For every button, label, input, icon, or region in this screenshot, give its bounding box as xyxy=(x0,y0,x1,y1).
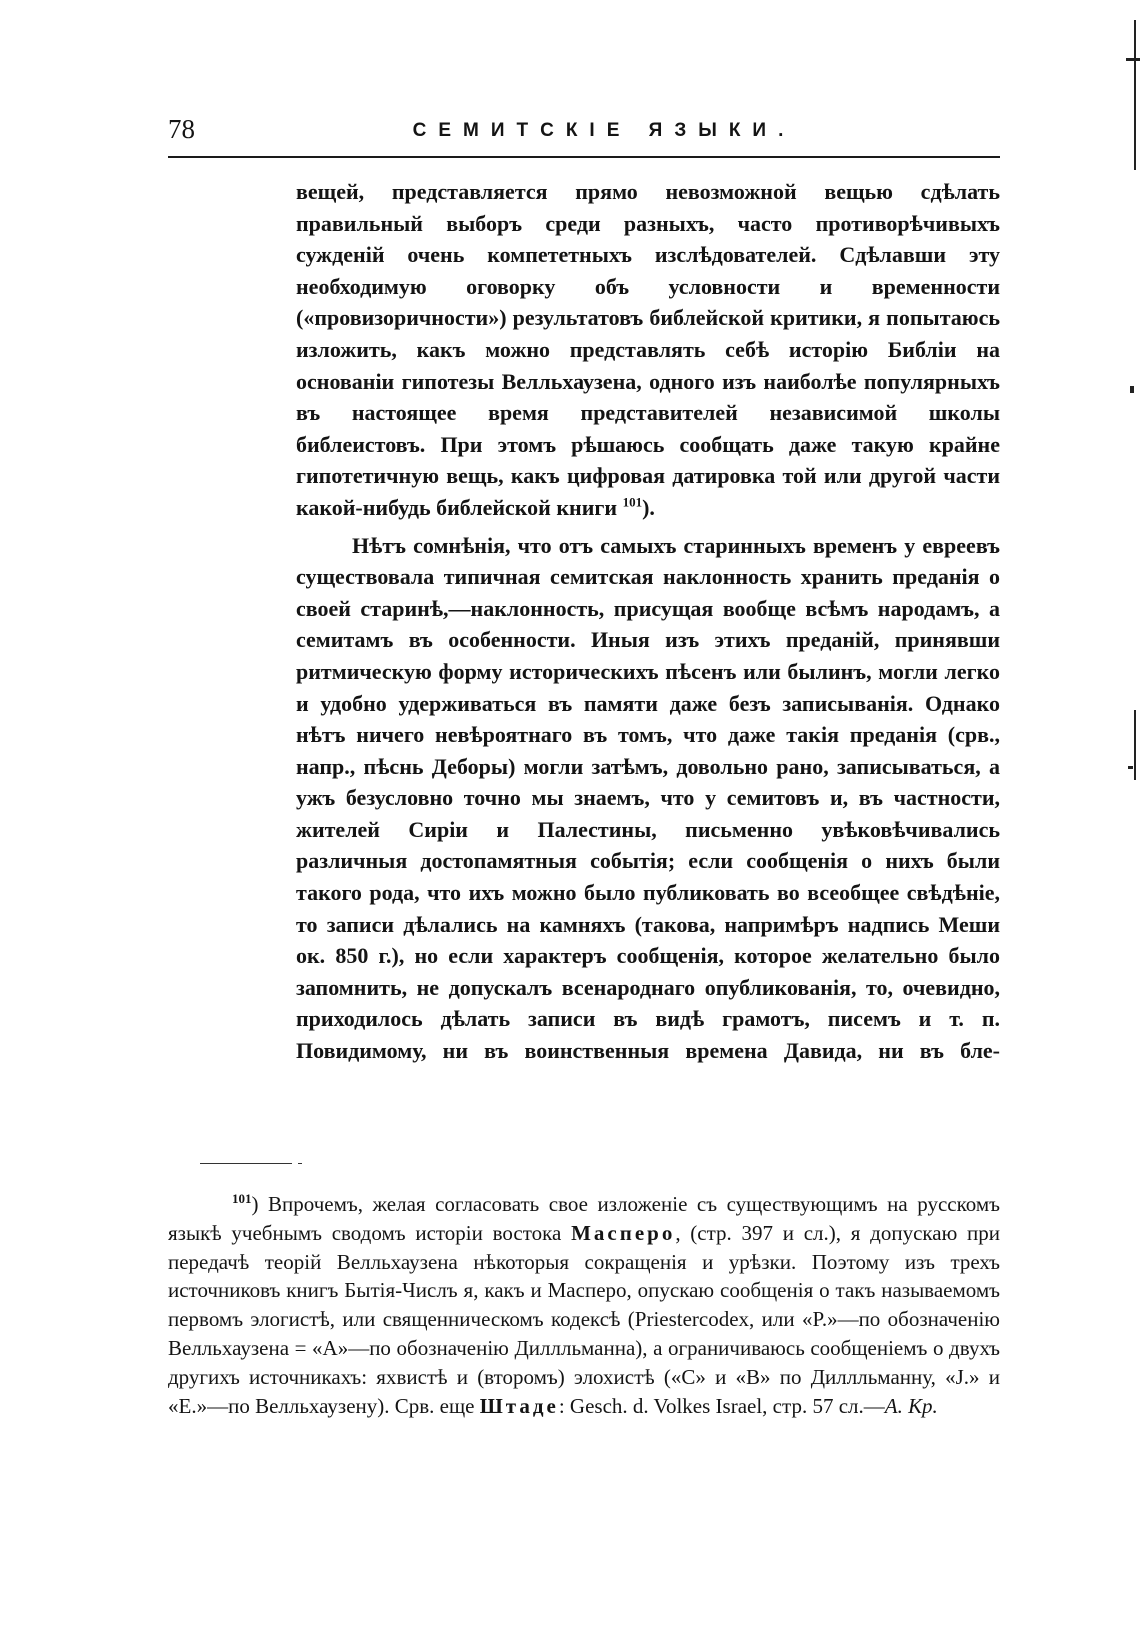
footnote-separator xyxy=(200,1163,292,1164)
footnote-reference: 101 xyxy=(622,494,643,510)
scan-artifact-mid-dot xyxy=(1130,386,1134,393)
footnote-text-1: ) Впрочемъ, желая согласовать свое изложеніе съ существующимъ на русскомъ языкѣ учебнымъ сводомъ исторіи востока xyxy=(168,1192,1000,1245)
footnote-text-2: , (стр. 397 и сл.), я допускаю при передачѣ теорій Велльхаузена нѣкоторыя сокращенія и урѣзки. Поэтому изъ трехъ источниковъ книгъ Бытія-Числъ я, какъ и Масперо, опускаю сообщенія о такъ называемомъ первомъ элогистѣ, или священническомъ кодексѣ (Priestercodex, или «P.»—по обозначенію Велльхаузена = «A»—по обозначенію Диллльманна), а ограничиваюсь сообщеніемъ о двухъ другихъ источникахъ: яхвистѣ и (второмъ) элохистѣ («C» и «B» по Диллльманну, «J.» и «E.»—по Велльхаузену). Срв. еще xyxy=(168,1220,1001,1418)
header-rule xyxy=(168,156,1000,158)
scan-artifact-top xyxy=(1126,58,1140,61)
footnote-signature: А. Кр. xyxy=(884,1393,938,1418)
main-text xyxy=(296,176,1000,1067)
paragraph-1 xyxy=(296,176,1000,524)
paragraph-2: Нѣтъ сомнѣнія, что отъ самыхъ старинныхъ временъ у евреевъ существовала типичная семитская наклонность хранить преданія о своей старинѣ,—наклонность, присущая вообще всѣмъ народамъ, а семитамъ въ особенности. Иныя изъ этихъ преданій, принявши ритмическую форму историческихъ пѣсенъ или былинъ, могли легко и удобно удерживаться въ памяти даже безъ записыванія. Однако нѣтъ ничего невѣроятнаго въ томъ, что даже такія преданія (срв., напр., пѣснь Деборы) могли затѣмъ, довольно рано, записываться, а ужъ безусловно точно мы знаемъ, что у семитовъ и, въ частности, жителей Сиріи и Палестины, письменно увѣковѣчивались различныя достопамятныя событія; если сообщенія о нихъ были такого рода, что ихъ можно было публиковать во всеобщее свѣдѣніе, то записи дѣлались на камняхъ (такова, напримѣръ надпись Меши ок. 850 г.), но если характеръ сообщенія, которое желательно было запомнить, не допускалъ всенароднаго опубликованія, то, очевидно, приходилось дѣлать записи въ видѣ грамотъ, писемъ и т. п. Повидимому, ни въ воинственныя времена Давида, ни въ бле- xyxy=(296,532,1000,1064)
paragraph-1-end: ). xyxy=(642,494,655,520)
footnote-body xyxy=(168,1190,1000,1420)
running-title: СЕМИТСКІЕ ЯЗЫКИ. xyxy=(412,120,796,141)
page-number: 78 xyxy=(168,114,195,144)
footnote-author-stade: Штаде xyxy=(479,1393,559,1418)
footnote-author-maspero: Масперо xyxy=(571,1220,676,1245)
scan-artifact-lower-line xyxy=(1134,710,1136,780)
page-header xyxy=(168,108,1000,148)
footnote-marker: 101 xyxy=(232,1191,252,1206)
scan-artifact-lower-dot xyxy=(1128,766,1133,769)
paragraph-1-text: вещей, представляется прямо невозможной вещью сдѣлать правильный выборъ среди разныхъ, часто противорѣчивыхъ сужденій очень компететныхъ изслѣдователей. Сдѣлавши эту необходимую оговорку объ условности и временности («провизоричности») результатовъ библейской критики, я попытаюсь изложить, какъ можно представлять себѣ исторію Библіи на основаніи гипотезы Велльхаузена, одного изъ наиболѣе популярныхъ въ настоящее время представителей независимой школы библеистовъ. При этомъ рѣшаюсь сообщать даже такую крайне гипотетичную вещь, какъ цифровая датировка той или другой части какой-нибудь библейской книги xyxy=(296,179,1000,520)
footnote-separator-dot xyxy=(298,1163,302,1164)
footnote xyxy=(168,1190,1000,1420)
scan-artifact-top-line xyxy=(1134,20,1136,170)
footnote-text-3: : Gesch. d. Volkes Israel, стр. 57 сл.— xyxy=(558,1393,885,1418)
